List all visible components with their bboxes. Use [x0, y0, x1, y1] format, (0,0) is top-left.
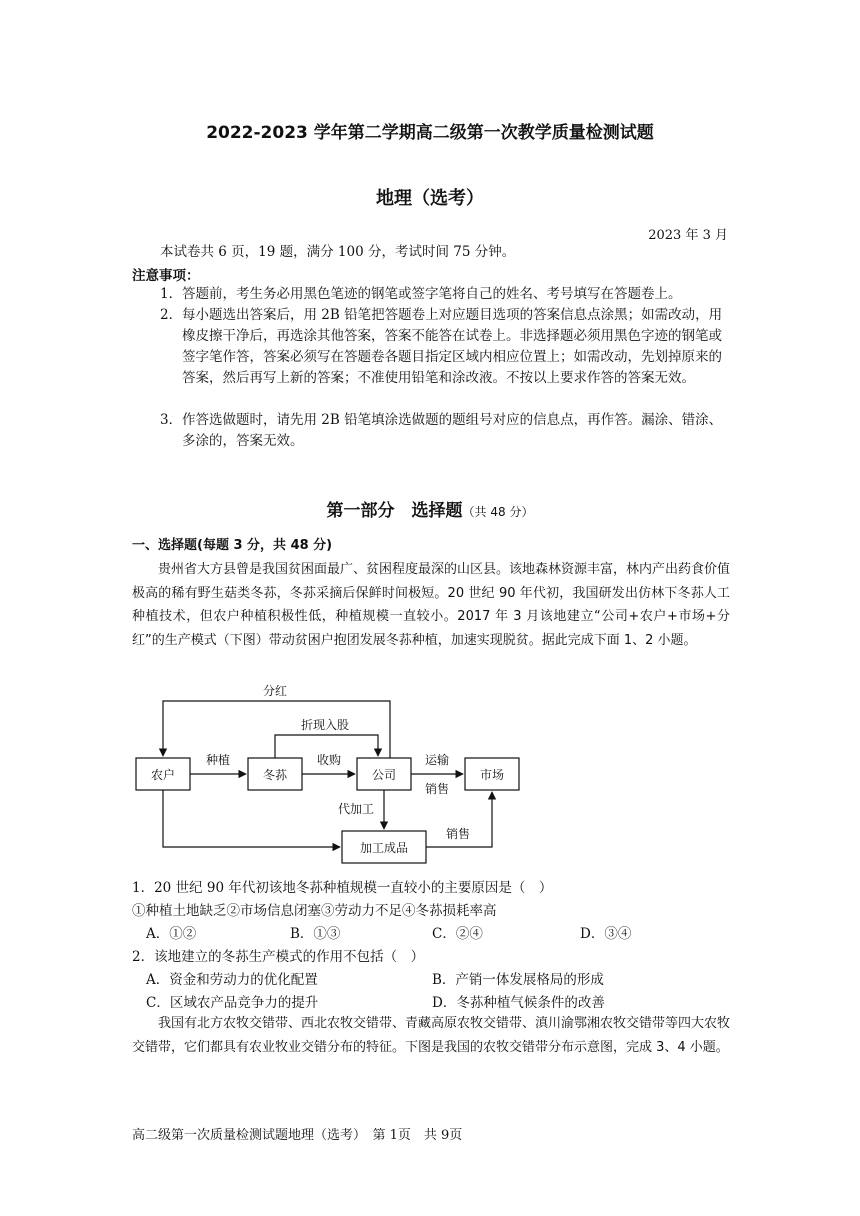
node-market: 市场 [479, 768, 505, 782]
question-2-option-b: B．产销一体发展格局的形成 [432, 972, 604, 988]
question-1-option-a: A．①② [146, 926, 197, 942]
question-1-option-b: B．①③ [290, 926, 341, 942]
question-2-option-c: C．区域农产品竞争力的提升 [146, 995, 319, 1011]
label-share: 折现入股 [300, 718, 350, 732]
label-transport: 运输 [424, 753, 450, 767]
arrow-dividend [163, 701, 390, 758]
exam-date: 2023 年 3 月 [648, 228, 728, 243]
part-score: （共 48 分） [462, 505, 534, 519]
arrow-farmer-product [163, 790, 340, 847]
note-text: 每小题选出答案后，用 2B 铅笔把答题卷上对应题目选项的答案信息点涂黑；如需改动，用橡皮擦干净后，再选涂其他答案，答案不能答在试卷上。非选择题必须用黑色字迹的钢笔或签字笔作答，答案必须写在答题卷各题目指定区域内相应位置上；如需改动，先划掉原来的答案，然后再写上新的答案；不准使用铅笔和涂改液。不按以上要求作答的答案无效。 [182, 307, 723, 386]
note-number: 3． [160, 412, 183, 428]
exam-subject: 地理（选考） [376, 188, 484, 209]
label-process: 代加工 [337, 802, 375, 816]
part-title [0, 496, 860, 521]
node-company: 公司 [371, 768, 397, 782]
reading-passage-1: 贵州省大方县曾是我国贫困面最广、贫困程度最深的山区县。该地森林资源丰富，林内产出药食价值极高的稀有野生菇类冬荪，冬荪采摘后保鲜时间极短。20 世纪 90 年代初，我国研发出仿林下冬荪人工种植技术，但农户种植积极性低，种植规模一直较小。2017 年 3 月该地建立“公司+农户+市场+分红”的生产模式（下图）带动贫困户抱团发展冬荪种植，加速实现脱贫。据此完成下面 1、2 小题。 [132, 562, 731, 648]
label-sell-product: 销售 [445, 827, 471, 841]
note-item [160, 410, 730, 452]
label-dividend: 分红 [262, 684, 288, 698]
label-sell-market: 销售 [424, 782, 450, 796]
note-text: 作答选做题时，请先用 2B 铅笔填涂选做题的题组号对应的信息点，再作答。漏涂、错涂、多涂的，答案无效。 [182, 412, 723, 449]
question-2-option-d: D．冬荪种植气候条件的改善 [432, 995, 605, 1011]
question-1-items: ①种植土地缺乏②市场信息闭塞③劳动力不足④冬荪损耗率高 [132, 903, 497, 919]
label-purchase: 收购 [316, 753, 342, 767]
section-heading: 一、选择题(每题 3 分，共 48 分) [132, 538, 333, 553]
exam-intro: 本试卷共 6 页，19 题，满分 100 分，考试时间 75 分钟。 [160, 244, 516, 260]
part-title-text: 第一部分 选择题 [326, 501, 463, 521]
node-farmer: 农户 [150, 768, 176, 782]
question-1-stem: 1．20 世纪 90 年代初该地冬荪种植规模一直较小的主要原因是（ ） [132, 880, 553, 896]
question-2-stem: 2．该地建立的冬荪生产模式的作用不包括（ ） [132, 949, 425, 965]
node-product: 加工成品 [359, 841, 409, 855]
production-model-diagram [120, 676, 540, 872]
note-item [160, 284, 730, 305]
note-text: 答题前，考生务必用黑色笔迹的钢笔或签字笔将自己的姓名、考号填写在答题卷上。 [182, 286, 682, 302]
reading-passage-2: 我国有北方农牧交错带、西北农牧交错带、青藏高原农牧交错带、滇川渝鄂湘农牧交错带等四大农牧交错带，它们都具有农业牧业交错分布的特征。下图是我国的农牧交错带分布示意图，完成 3、4 小题。 [132, 1016, 731, 1055]
page-footer: 高二级第一次质量检测试题地理（选考） 第 1页 共 9页 [132, 1128, 463, 1143]
note-item [160, 305, 730, 389]
question-1-option-c: C．②④ [432, 926, 483, 942]
question-2-option-a: A．资金和劳动力的优化配置 [146, 972, 318, 988]
note-number: 2． [160, 307, 183, 323]
node-dongsun: 冬荪 [262, 768, 288, 782]
question-1-option-d: D．③④ [580, 926, 632, 942]
note-number: 1． [160, 286, 183, 302]
label-plant: 种植 [205, 753, 231, 767]
exam-title: 2022-2023 学年第二学期高二级第一次教学质量检测试题 [206, 123, 654, 143]
notes-heading: 注意事项： [132, 268, 200, 284]
